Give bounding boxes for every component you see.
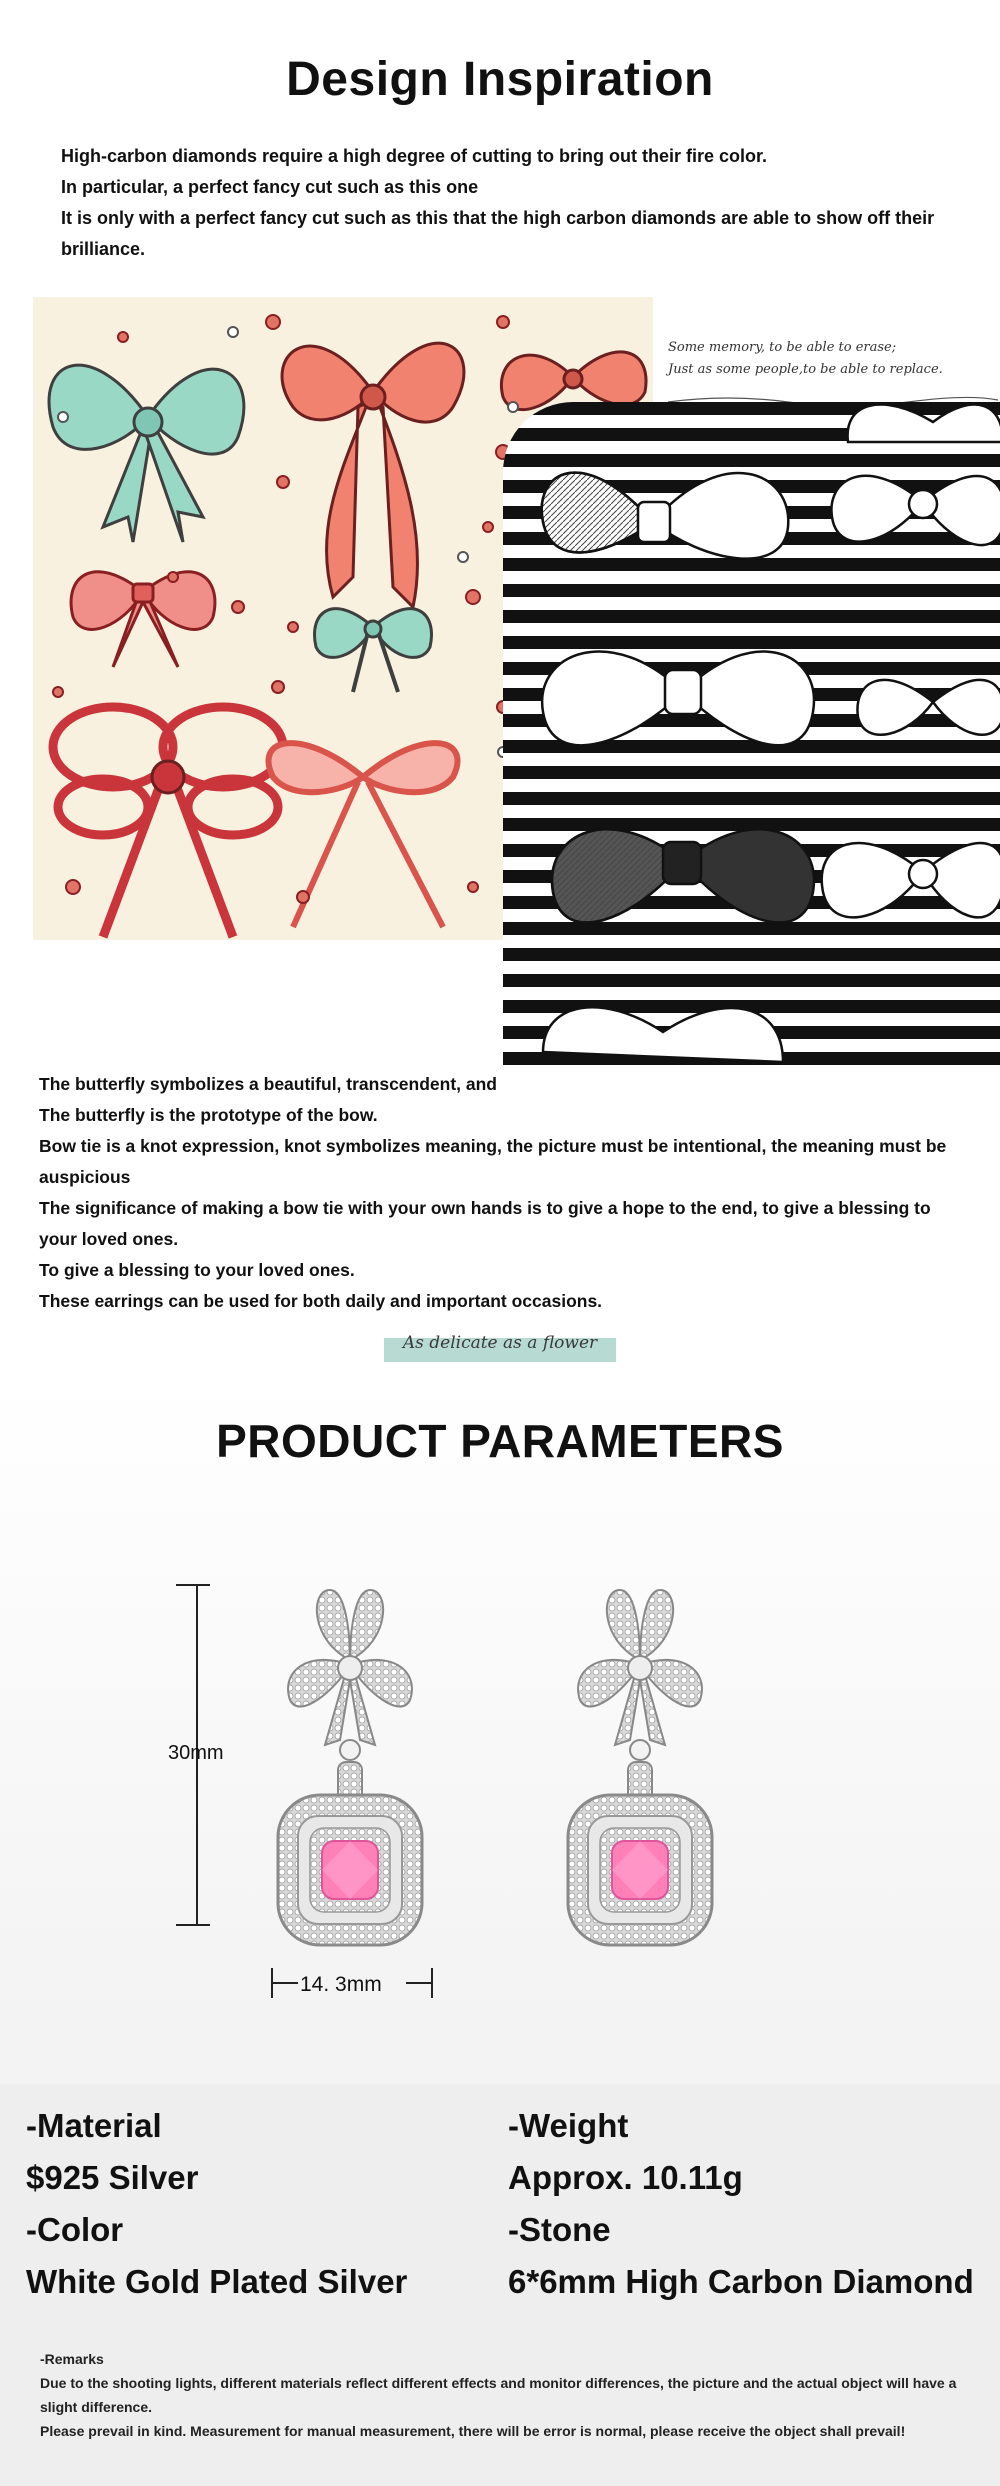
remarks-title: -Remarks xyxy=(40,2351,104,2367)
story-line: To give a blessing to your loved ones. xyxy=(39,1260,355,1280)
red-bow-icon xyxy=(71,572,215,667)
tagline: As delicate as a flower xyxy=(402,1333,598,1353)
width-measurement: 14. 3mm xyxy=(300,1973,382,1996)
story-line: auspicious xyxy=(39,1167,131,1187)
stone-label: -Stone xyxy=(508,2211,611,2248)
striped-pattern-svg xyxy=(503,402,1000,1070)
striped-bows-illustration xyxy=(503,402,1000,1070)
mint-bow-icon xyxy=(49,365,244,542)
story-line: The butterfly is the prototype of the bow. xyxy=(39,1105,378,1125)
stone-value: 6*6mm High Carbon Diamond xyxy=(508,2263,974,2300)
product-parameters-title: PRODUCT PARAMETERS xyxy=(216,1415,784,1467)
story-line: The butterfly symbolizes a beautiful, transcendent, and xyxy=(39,1074,497,1094)
material-label: -Material xyxy=(26,2107,162,2144)
remarks-line: Please prevail in kind. Measurement for manual measurement, there will be error is normal, please receive the object shall prevail! xyxy=(40,2423,906,2439)
coral-bow-icon xyxy=(282,343,464,607)
color-label: -Color xyxy=(26,2211,124,2248)
story-line: your loved ones. xyxy=(39,1229,179,1249)
drop-stone-icon xyxy=(340,1740,360,1760)
story-line: The significance of making a bow tie with your own hands is to give a hope to the end, to give a blessing to xyxy=(39,1198,931,1218)
height-measurement: 30mm xyxy=(168,1742,224,1764)
remarks-line: slight difference. xyxy=(40,2399,153,2415)
mint-small-bow-icon xyxy=(315,609,432,692)
bow-charm-icon xyxy=(288,1590,412,1745)
intro-line: In particular, a perfect fancy cut such as this one xyxy=(61,177,479,197)
color-value: White Gold Plated Silver xyxy=(26,2263,408,2300)
weight-label: -Weight xyxy=(508,2107,629,2144)
coral-small-bow-icon xyxy=(501,352,646,410)
story-line: These earrings can be used for both daily and important occasions. xyxy=(39,1291,603,1311)
earring-right xyxy=(560,1580,720,1970)
bow-charm-icon xyxy=(578,1590,702,1745)
earring-left xyxy=(270,1580,430,1970)
product-section-background xyxy=(0,1380,1000,2086)
intro-line: It is only with a perfect fancy cut such as this that the high carbon diamonds are able to show off their xyxy=(61,208,935,228)
remarks-line: Due to the shooting lights, different materials reflect different effects and monitor differences, the picture and the actual object will have a xyxy=(40,2375,957,2391)
intro-line: brilliance. xyxy=(61,239,146,259)
weight-value: Approx. 10.11g xyxy=(508,2159,743,2196)
quote-line: Some memory, to be able to erase; xyxy=(668,340,897,355)
drop-stone-icon xyxy=(630,1740,650,1760)
material-value: $925 Silver xyxy=(26,2159,199,2196)
quote-line: Just as some people,to be able to replace. xyxy=(668,362,943,377)
red-large-bow-icon xyxy=(53,707,283,937)
design-inspiration-title: Design Inspiration xyxy=(286,53,714,106)
story-line: Bow tie is a knot expression, knot symbolizes meaning, the picture must be intentional, the meaning must be xyxy=(39,1136,947,1156)
intro-line: High-carbon diamonds require a high degree of cutting to bring out their fire color. xyxy=(61,146,768,166)
